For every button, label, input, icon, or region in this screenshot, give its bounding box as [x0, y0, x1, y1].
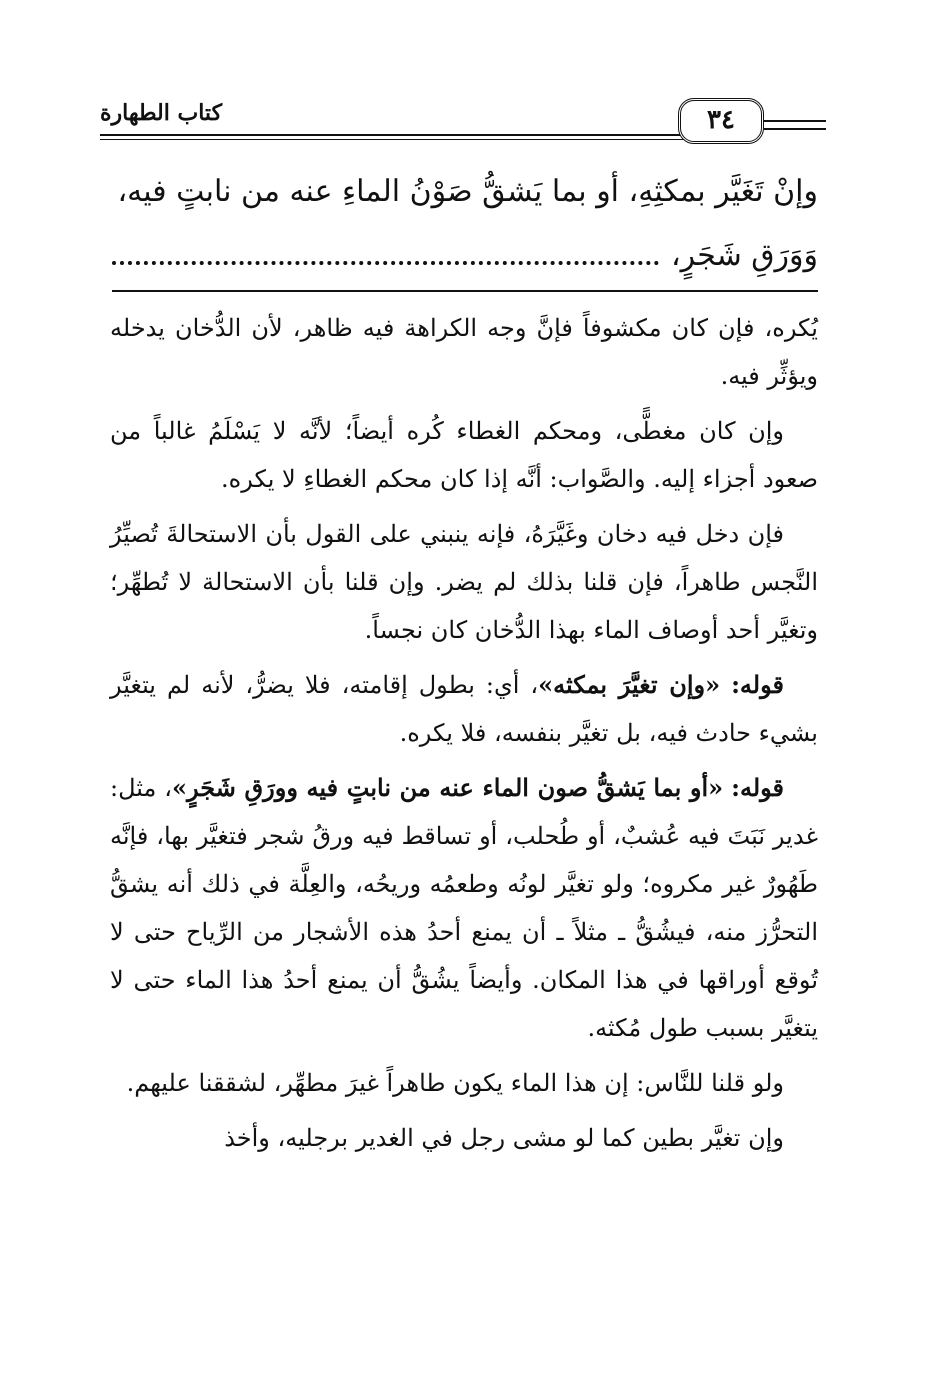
paragraph-4-quote: «وإن تغيَّرَ بمكثه»: [538, 670, 721, 699]
page-number: ٣٤: [678, 98, 764, 144]
matn-text: [112, 160, 818, 288]
matn-line-2-text: وَوَرَقِ شَجَرٍ،: [670, 238, 818, 273]
header-rule: [100, 134, 734, 140]
paragraph-4-label: قوله:: [731, 670, 784, 699]
paragraph-5-quote: «أو بما يَشقُّ صون الماء عنه من نابتٍ فيه وورَقِ شَجَرٍ»: [172, 773, 724, 802]
matn-line-1: وإنْ تَغَيَّر بمكثِهِ، أو بما يَشقُّ صَوْنُ الماءِ عنه من نابتٍ فيه،: [117, 174, 818, 209]
paragraph-6: ولو قلنا للنَّاس: إن هذا الماء يكون طاهراً غيرَ مطهِّر، لشققنا عليهم.: [126, 1069, 784, 1097]
matn-line-2: [112, 224, 818, 288]
matn-separator: [112, 290, 818, 292]
paragraph-5-rest: ، مثل: غدير نَبَتَ فيه عُشبٌ، أو طُحلب، أو تساقط فيه ورقُ شجر فتغيَّر بها، فإنَّه طَهُورٌ غير مكروه؛ ولو تغيَّر لونُه وطعمُه وريحُه، والعِلَّة في ذلك أنه يشقُّ التحرُّز منه، فيشُقُّ ـ مثلاً ـ أن يمنع أحدُ هذه الأشجار من الرِّياح حتى لا تُوقع أوراقها في هذا المكان. وأيضاً يشُقُّ أن يمنع أحدُ هذا الماء حتى لا يتغيَّر بسبب طول مُكثه.: [110, 774, 818, 1042]
paragraph-4-rest: ، أي: بطول إقامته، فلا يضرُّ، لأنه لم يتغيَّر بشيء حادث فيه، بل تغيَّر بنفسه، فلا يكره.: [110, 671, 818, 747]
running-title: كتاب الطهارة: [100, 100, 223, 126]
commentary-text: [110, 304, 818, 1169]
paragraph-3: فإن دخل فيه دخان وغَيَّرَهُ، فإنه ينبني على القول بأن الاستحالةَ تُصيِّرُ النَّجس طاهراً، فإن قلنا بذلك لم يضر. وإن قلنا بأن الاستحالة لا تُطهِّر؛ وتغيَّر أحد أوصاف الماء بهذا الدُّخان كان نجساً.: [110, 520, 818, 644]
ellipsis-dots: [112, 231, 659, 265]
page-header: [100, 96, 826, 142]
paragraph-4: [110, 661, 818, 757]
paragraph-5: [110, 764, 818, 1052]
paragraph-7: وإن تغيَّر بطين كما لو مشى رجل في الغدير برجليه، وأخذ: [224, 1124, 784, 1152]
paragraph-2: وإن كان مغطًّى، ومحكم الغطاء كُره أيضاً؛ لأنَّه لا يَسْلَمُ غالباً من صعود أجزاء إليه. والصَّواب: أنَّه إذا كان محكم الغطاءِ لا يكره.: [110, 417, 818, 493]
header-right-rule: [764, 120, 826, 130]
paragraph-5-label: قوله:: [731, 773, 785, 802]
paragraph-1: يُكره، فإن كان مكشوفاً فإنَّ وجه الكراهة فيه ظاهر، لأن الدُّخان يدخله ويؤثِّر فيه.: [110, 314, 818, 390]
